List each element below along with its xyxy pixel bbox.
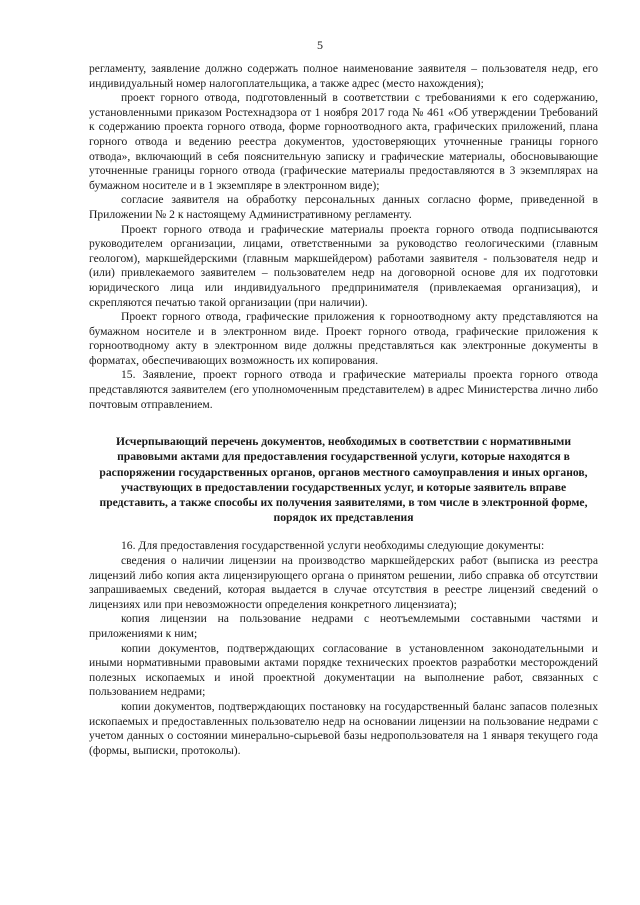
paragraph: Проект горного отвода, графические приложения к горноотводному акту представляются на бумажном носителе и в электронном виде. Проект горного отвода, графические приложения к горноотводному акту в электронном виде должны представляться как электронные документы в форматах, обеспечивающих возможность их копирования. [89, 310, 598, 367]
paragraph: копии документов, подтверждающих постановку на государственный баланс запасов полезных ископаемых и предоставленных пользователю недр на основании лицензии на пользование недрами с учетом данных о состоянии минерально-сырьевой базы недропользователя на 1 января текущего года (формы, выписки, протоколы). [89, 700, 598, 757]
paragraph: проект горного отвода, подготовленный в соответствии с требованиями к его содержанию, установленными приказом Ростехнадзора от 1 ноября 2017 года № 461 «Об утверждении Требований к содержанию проекта горного отвода, форме горноотводного акта, графических приложений, плана горного отвода и ведению реестра документов, удостоверяющих уточненные границы горного отвода», включающий в себя пояснительную записку и графические материалы, обосновывающие уточненные границы горного отвода (графические материалы предоставляются в 3 экземплярах на бумажном носителе и в 1 экземпляре в электронном виде); [89, 91, 598, 192]
paragraph: регламенту, заявление должно содержать полное наименование заявителя – пользователя недр, его индивидуальный номер налогоплательщика, а также адрес (место нахождения); [89, 62, 598, 90]
paragraph: 15. Заявление, проект горного отвода и графические материалы проекта горного отвода представляются заявителем (его уполномоченным представителем) в адрес Министерства лично либо почтовым отправлением. [89, 368, 598, 411]
paragraph: копия лицензии на пользование недрами с неотъемлемыми составными частями и приложениями к ним; [89, 612, 598, 641]
document-body [89, 62, 598, 758]
paragraph: Проект горного отвода и графические материалы проекта горного отвода подписываются руководителем организации, лицами, ответственными за руководство геологическими (главным геологом), маркшейдерскими (главным маркшейдером) работами заявителя - пользователя недр и (или) привлекаемого заявителем – пользователем недр на договорной основе для их подготовки юридического лица или индивидуального предпринимателя (привлекаемая организация), и скрепляются печатью такой организации (при наличии). [89, 222, 598, 309]
paragraph: сведения о наличии лицензии на производство маркшейдерских работ (выписка из реестра лицензий либо копия акта лицензирующего органа о принятом решении, либо справка об отсутствии запрашиваемых сведений, которая выдается в случае отсутствия в реестре лицензий сведений о лицензиях или при невозможности определения конкретного лицензиата); [89, 554, 598, 611]
paragraph: согласие заявителя на обработку персональных данных согласно форме, приведенной в Приложении № 2 к настоящему Административному регламенту. [89, 193, 598, 221]
paragraph: копии документов, подтверждающих согласование в установленном законодательными и иными нормативными правовыми актами порядке технических проектов разработки месторождений полезных ископаемых и иной проектной документации на выполнение работ, связанных с пользованием недрами; [89, 641, 598, 699]
paragraph: 16. Для предоставления государственной услуги необходимы следующие документы: [121, 539, 545, 553]
section-heading: Исчерпывающий перечень документов, необходимых в соответствии с нормативными правовыми актами для предоставления государственной услуги, которые находятся в распоряжении государственных органов, органов местного самоуправления и иных органов, участвующих в предоставлении государственных услуг, и которые заявитель вправе представить, а также способы их получения заявителями, в том числе в электронной форме, порядок их представления [99, 435, 588, 525]
page-number: 5 [317, 38, 323, 52]
